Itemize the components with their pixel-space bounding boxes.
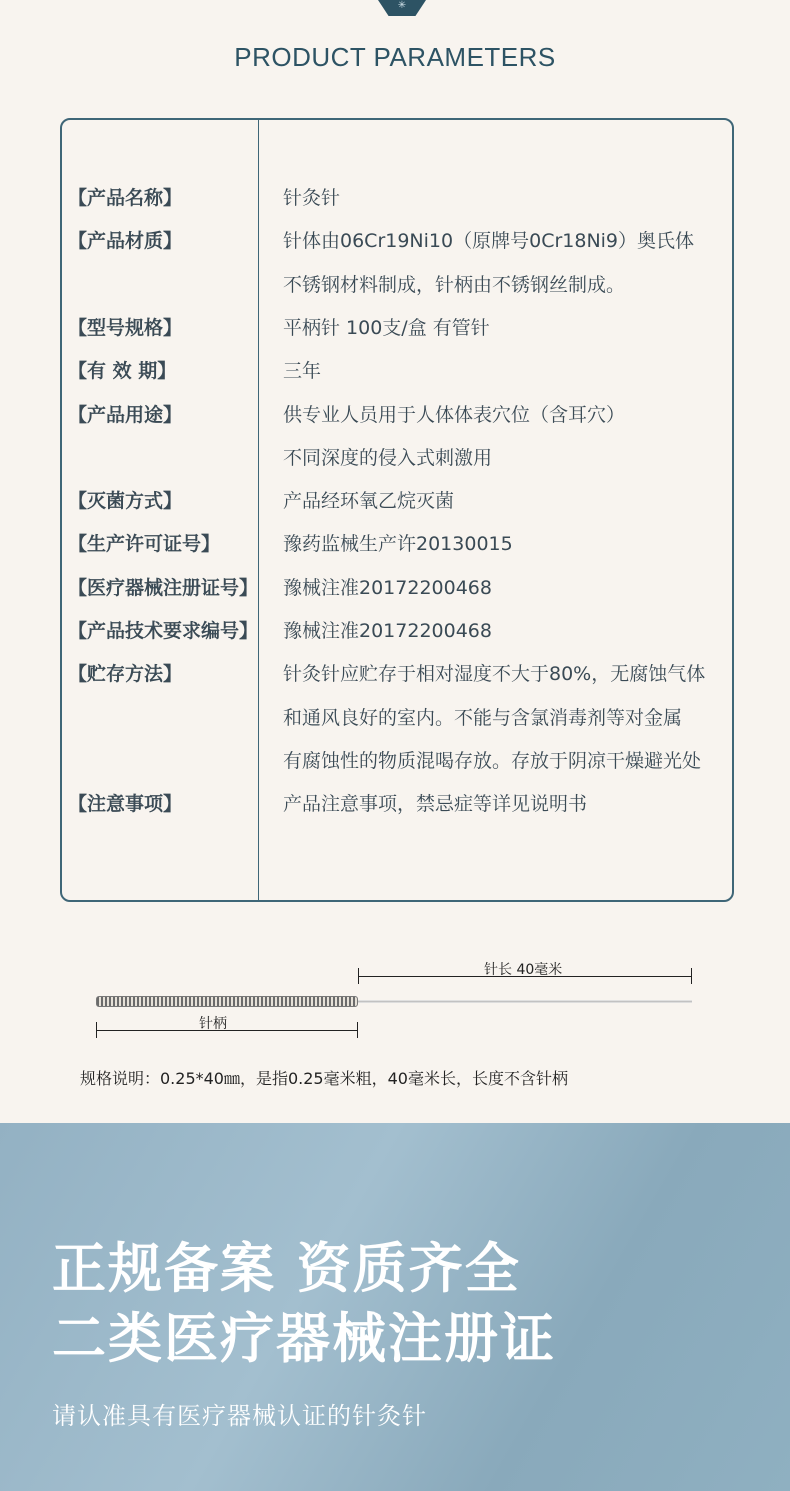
param-value: 和通风良好的室内。不能与含氯消毒剂等对金属: [283, 706, 683, 729]
needle-body: [358, 1000, 692, 1003]
tree-icon: ✳: [397, 0, 407, 11]
param-label: 【医疗器械注册证号】: [68, 576, 259, 599]
param-value: 不锈钢材料制成，针柄由不锈钢丝制成。: [283, 273, 626, 296]
table-divider: [258, 120, 259, 900]
banner-title-line1: 正规备案 资质齐全: [52, 1237, 521, 1300]
banner-subtitle: 请认准具有医疗器械认证的针灸针: [52, 1402, 427, 1430]
param-label: 【注意事项】: [68, 793, 183, 816]
param-label: 【灭菌方式】: [68, 490, 183, 513]
handle-dimension-tick: [96, 1022, 97, 1038]
param-value: 有腐蚀性的物质混喝存放。存放于阴凉干燥避光处: [283, 749, 702, 772]
param-value: 平柄针 100支/盒 有管针: [283, 316, 490, 339]
param-label: 【型号规格】: [68, 316, 183, 339]
needle-handle-label: 针柄: [199, 1016, 227, 1032]
param-value: 三年: [283, 360, 322, 383]
param-label: 【产品名称】: [68, 187, 183, 209]
handle-dimension-tick: [357, 1022, 358, 1038]
needle-length-label: 针长 40毫米: [484, 962, 563, 978]
needle-diagram: [0, 940, 790, 1050]
param-value: 针灸针应贮存于相对湿度不大于80%，无腐蚀气体: [283, 663, 706, 686]
banner-title-line2: 二类医疗器械注册证: [52, 1307, 556, 1370]
param-label: 【产品用途】: [68, 403, 183, 426]
needle-handle: [96, 996, 358, 1007]
length-dimension-tick: [358, 968, 359, 984]
spec-note: 规格说明：0.25*40㎜，是指0.25毫米粗，40毫米长，长度不含针柄: [80, 1069, 568, 1088]
param-label: 【产品技术要求编号】: [68, 620, 259, 642]
param-value: 产品注意事项，禁忌症等详见说明书: [283, 793, 588, 816]
param-label: 【有 效 期】: [68, 360, 177, 383]
param-label: 【产品材质】: [68, 230, 183, 253]
section-heading: PRODUCT PARAMETERS: [234, 42, 556, 72]
param-value: 供专业人员用于人体体表穴位（含耳穴）: [283, 403, 626, 426]
param-label: 【贮存方法】: [68, 663, 183, 686]
param-label: 【生产许可证号】: [68, 533, 221, 556]
param-value: 针灸针: [283, 187, 341, 209]
param-value: 不同深度的侵入式刺激用: [283, 446, 493, 469]
param-value: 针体由06Cr19Ni10（原牌号0Cr18Ni9）奥氏体: [283, 230, 695, 253]
param-value: 豫械注准20172200468: [283, 576, 492, 599]
param-value: 豫药监械生产许20130015: [283, 533, 513, 556]
param-value: 产品经环氧乙烷灭菌: [283, 490, 455, 513]
handle-dimension-line: [96, 1030, 358, 1031]
param-value: 豫械注准20172200468: [283, 620, 492, 642]
length-dimension-tick: [691, 968, 692, 984]
